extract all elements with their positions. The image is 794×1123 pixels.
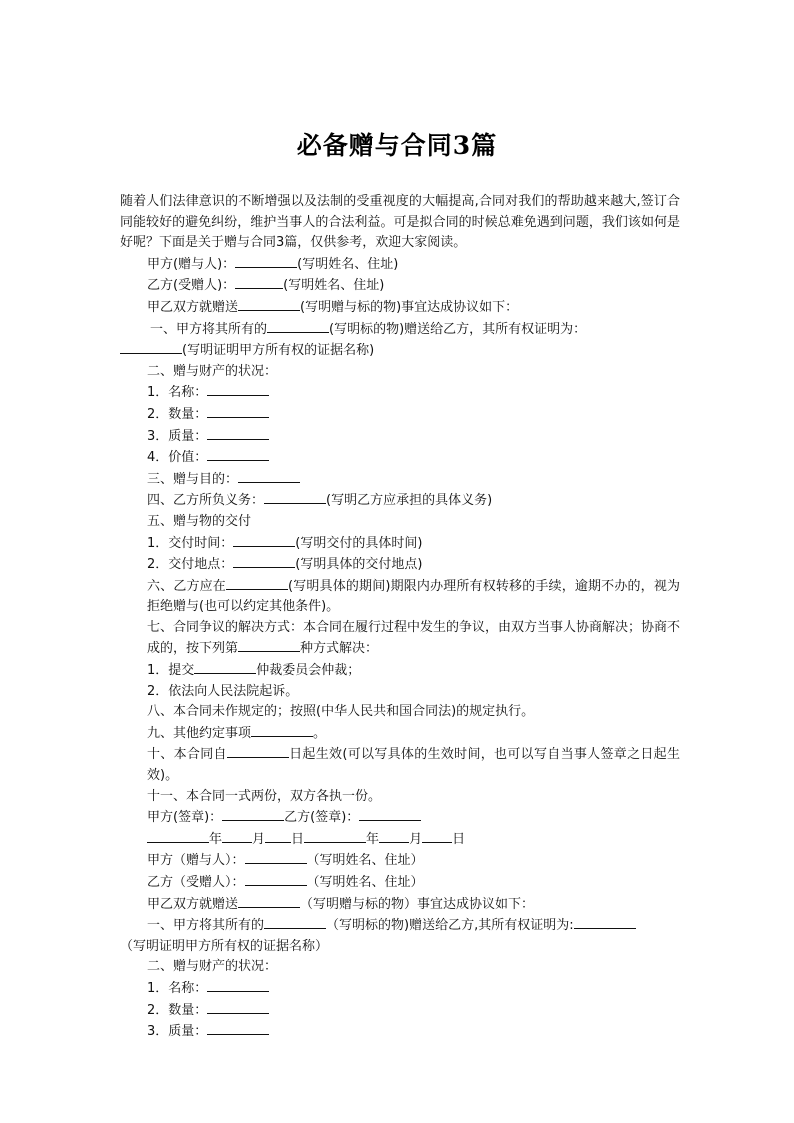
blank-line: [264, 915, 326, 929]
text-run: 年: [209, 831, 223, 847]
c1-article-10: [120, 744, 680, 786]
c1-solution-1: [120, 660, 680, 682]
blank-line: [120, 340, 182, 354]
blank-line: [238, 469, 300, 483]
text-run: 日: [291, 831, 305, 847]
blank-line: [359, 807, 421, 821]
text-run: (写明具体的期间)期限内办理所有权转移的手续，逾期不办的，视为拒绝赠与(也可以约定其他条件)。: [147, 578, 680, 615]
text-run: （写明姓名、住址）: [306, 853, 424, 869]
blank-line: [222, 807, 284, 821]
text-run: 一、甲方将其所有的: [150, 321, 268, 337]
c2-item-3: [120, 1021, 680, 1043]
blank-line: [226, 576, 288, 590]
c2-article-1-cont: （写明证明甲方所有权的证据名称）: [120, 938, 329, 954]
text-run: 日起生效(可以写具体的生效时间，也可以写自当事人签章之日起生效)。: [147, 747, 680, 784]
document-title: 必备赠与合同3篇: [296, 131, 498, 160]
blank-line: [207, 404, 269, 418]
blank-line: [422, 829, 452, 843]
c1-item-3: [120, 426, 680, 448]
text-run: 年: [366, 831, 380, 847]
c2-party-b: [120, 872, 680, 894]
c1-signatures: [120, 807, 680, 829]
c1-article-1: [120, 319, 680, 341]
c1-solution-2: 2．依法向人民法院起诉。: [147, 683, 299, 699]
text-run: （写明标的物)赠送给乙方,其所有权证明为:: [326, 918, 574, 934]
blank-line: [245, 872, 307, 886]
c1-delivery-1: [120, 533, 680, 555]
text-run: 甲乙双方就赠送: [147, 299, 239, 315]
blank-line: [245, 850, 307, 864]
c2-article-2: 二、赠与财产的状况：: [147, 959, 278, 975]
text-run: 月: [409, 831, 423, 847]
blank-line: [207, 1021, 269, 1035]
c1-article-3: [120, 469, 680, 491]
c1-date-line: [120, 829, 680, 851]
blank-line: [227, 744, 289, 758]
text-run: 甲方(签章)：: [147, 810, 223, 826]
blank-line: [265, 829, 291, 843]
text-run: 甲乙双方就赠送: [147, 896, 239, 912]
blank-line: [207, 1000, 269, 1014]
text-run: 1．提交: [147, 663, 195, 679]
intro-paragraph: 随着人们法律意识的不断增强以及法制的受重视度的大幅提高,合同对我们的帮助越来越大,签订合同能较好的避免纠纷，维护当事人的合法利益。可是拟合同的时候总难免遇到问题，我们该如何是好呢？下面是关于赠与合同3篇，仅供参考，欢迎大家阅读。: [120, 194, 680, 251]
text-run: (写明具体的交付地点): [295, 557, 423, 573]
blank-line: [235, 254, 297, 268]
text-run: 甲方(赠与人)：: [147, 256, 236, 272]
c1-article-6: [120, 576, 680, 618]
text-run: (写明交付的具体时间): [295, 535, 423, 551]
text-run: 2．数量：: [147, 406, 208, 422]
c1-party-a: [120, 254, 680, 276]
c1-agreement: [120, 297, 680, 319]
text-run: 乙方（受赠人）：: [147, 875, 245, 890]
text-run: (写明乙方应承担的具体义务): [326, 493, 493, 509]
text-run: 十、本合同自: [147, 747, 227, 763]
c1-item-2: [120, 404, 680, 426]
c1-article-4: [120, 490, 680, 512]
text-run: 七、合同争议的解决方式：本合同在履行过程中发生的争议，由双方当事人协商解决；协商不成的，按下列第: [147, 619, 681, 657]
text-run: 2．数量：: [147, 1002, 208, 1018]
text-run: 日: [452, 831, 466, 847]
text-run: 乙方(签章)：: [284, 810, 360, 826]
blank-line: [379, 829, 409, 843]
text-run: (写明标的物)赠送给乙方，其所有权证明为：: [329, 321, 587, 337]
blank-line: [207, 447, 269, 461]
c1-item-1: [120, 382, 680, 404]
text-run: (写明姓名、住址): [283, 278, 385, 294]
text-run: 1．交付时间：: [147, 535, 234, 551]
blank-line: [194, 660, 256, 674]
c1-article-8: 八、本合同未作规定的；按照(中华人民共和国合同法)的规定执行。: [147, 704, 535, 720]
blank-line: [238, 297, 300, 311]
text-run: 甲方（赠与人）：: [147, 853, 245, 869]
blank-line: [222, 829, 252, 843]
c1-article-2: 二、赠与财产的状况：: [147, 363, 278, 379]
blank-line: [147, 829, 209, 843]
blank-line: [207, 426, 269, 440]
c1-article-7: [120, 618, 680, 660]
text-run: 四、乙方所负义务：: [147, 493, 265, 509]
blank-line: [233, 554, 295, 568]
c1-article-11: 十一、本合同一式两份，双方各执一份。: [147, 788, 382, 804]
text-run: 一、甲方将其所有的: [147, 918, 265, 934]
document-body: [120, 192, 680, 1043]
text-run: 2．交付地点：: [147, 557, 234, 573]
text-run: 月: [252, 831, 266, 847]
blank-line: [207, 978, 269, 992]
c1-party-b: [120, 275, 680, 297]
c2-party-a: [120, 850, 680, 872]
text-run: 4．价值：: [147, 450, 208, 466]
c1-article-9: [120, 723, 680, 745]
text-run: (写明赠与标的物)事宜达成协议如下：: [300, 299, 519, 315]
text-run: 3．质量：: [147, 428, 208, 444]
c2-article-1: [120, 915, 680, 937]
blank-line: [207, 382, 269, 396]
text-run: 仲裁委员会仲裁；: [256, 663, 361, 679]
c1-article-1-cont: [120, 340, 680, 362]
text-run: 3．质量：: [147, 1024, 208, 1040]
text-run: （写明姓名、住址）: [306, 875, 424, 890]
text-run: 六、乙方应在: [147, 578, 226, 594]
c1-delivery-2: [120, 554, 680, 576]
text-run: 。: [313, 725, 327, 741]
blank-line: [304, 829, 366, 843]
blank-line: [264, 490, 326, 504]
c1-article-5: 五、赠与物的交付: [147, 513, 252, 529]
blank-line: [235, 275, 283, 289]
c1-item-4: [120, 447, 680, 469]
blank-line: [238, 894, 300, 908]
blank-line: [233, 533, 295, 547]
c2-item-1: [120, 978, 680, 1000]
c2-item-2: [120, 1000, 680, 1022]
text-run: 种方式解决：: [300, 641, 379, 657]
blank-line: [574, 915, 636, 929]
text-run: 九、其他约定事项: [147, 725, 252, 741]
blank-line: [251, 723, 313, 737]
text-run: (写明姓名、住址): [297, 256, 399, 272]
c2-agreement: [120, 894, 680, 916]
text-run: 乙方(受赠人)：: [147, 278, 236, 294]
text-run: 1．名称：: [147, 980, 208, 996]
text-run: （写明赠与标的物）事宜达成协议如下：: [300, 896, 535, 912]
text-run: 三、赠与目的：: [147, 471, 239, 487]
text-run: (写明证明甲方所有权的证据名称): [182, 343, 375, 359]
blank-line: [267, 319, 329, 333]
text-run: 1．名称：: [147, 385, 208, 401]
blank-line: [238, 638, 300, 652]
